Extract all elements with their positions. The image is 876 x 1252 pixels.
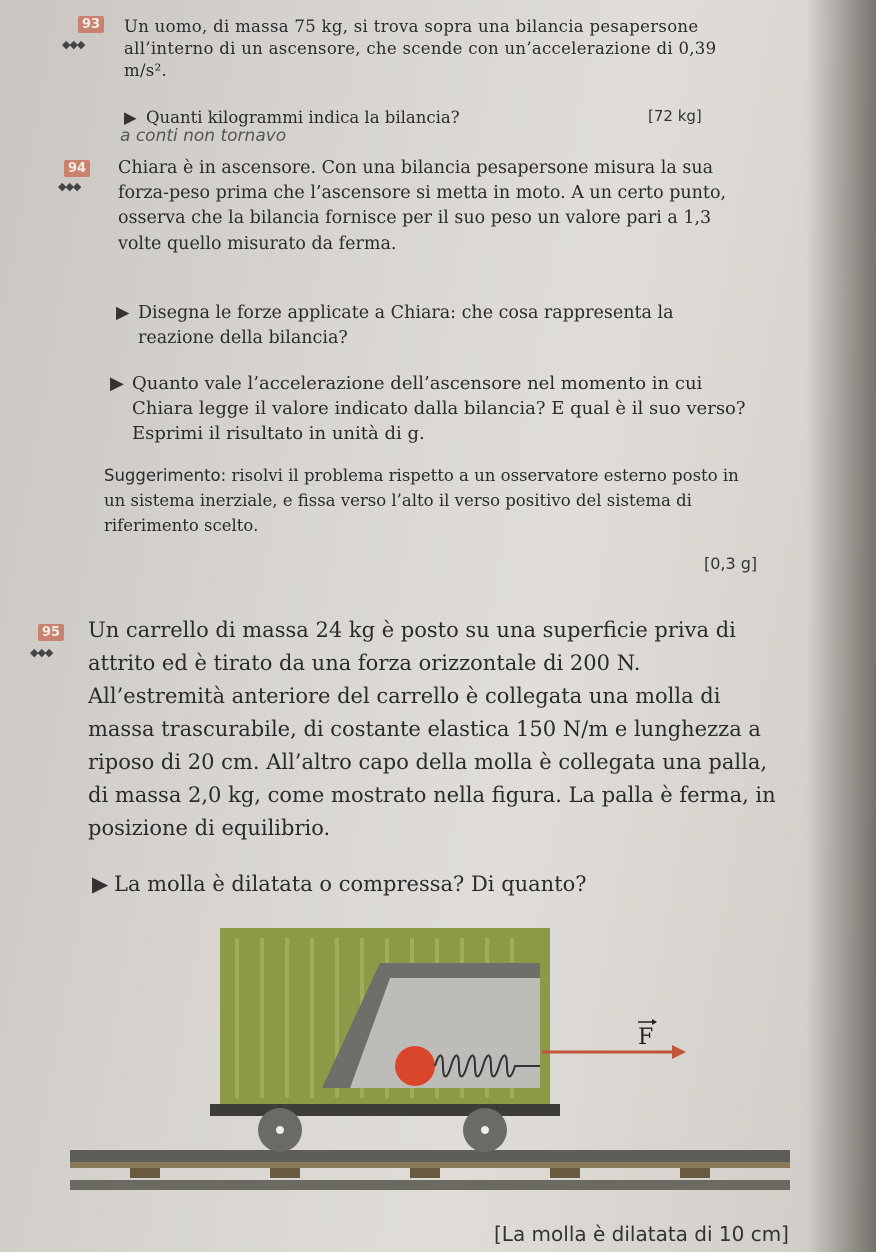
cart-spring-figure [60, 918, 800, 1208]
question: ▶ La molla è dilatata o compressa? Di quanto? [114, 870, 587, 899]
sleeper [550, 1168, 580, 1178]
rail [70, 1150, 790, 1190]
problem-number-badge: 93 [78, 16, 104, 33]
bullet-arrow-icon: ▶ [116, 303, 130, 323]
question: ▶ Quanti kilogrammi indica la bilancia? [146, 106, 460, 129]
force-arrow [542, 1019, 686, 1059]
difficulty-dots: ◆◆◆ [58, 180, 81, 193]
handwritten-note: a conti non tornavo [120, 126, 287, 146]
answer: [72 kg] [648, 107, 702, 125]
ball [395, 1046, 435, 1086]
difficulty-dots: ◆◆◆ [62, 38, 85, 51]
rail-top [70, 1150, 790, 1162]
problem-number-badge: 94 [64, 160, 90, 177]
rail-bottom [70, 1180, 790, 1190]
cart-platform [210, 1104, 560, 1116]
force-label: F [638, 1025, 654, 1050]
question: ▶ Disegna le forze applicate a Chiara: che cosa rappresenta la reazione della bilancia? [116, 303, 674, 348]
wheel-hub [276, 1126, 284, 1134]
rail-bed [70, 1162, 790, 1168]
problem-text: Chiara è in ascensore. Con una bilancia pesapersone misura la sua forza-peso prima che l’ascensore si metta in moto. A un certo punto, osserva che la bilancia fornisce per il suo peso un valore pari a 1,3 volte quello misurato da ferma. [118, 158, 727, 254]
question: ▶ Quanto vale l’accelerazione dell’ascensore nel momento in cui Chiara legge il valore indicato dalla bilancia? E qual è il suo verso? Esprimi il risultato in unità di g. [110, 373, 746, 445]
hint: Suggerimento: risolvi il problema rispetto a un osservatore esterno posto in un sistema inerziale, e fissa verso l’alto il verso positivo del sistema di riferimento scelto. [104, 466, 739, 535]
problem-text: Un carrello di massa 24 kg è posto su una superficie priva di attrito ed è tirato da una forza orizzontale di 200 N. All’estremità anteriore del carrello è collegata una molla di massa trascurabile, di costante elastica 150 N/m e lunghezza a riposo di 20 cm. All’altro capo della molla è collegata una palla, di massa 2,0 kg, come mostrato nella figura. La palla è ferma, in posizione di equilibrio. [88, 618, 776, 840]
wheel-hub [481, 1126, 489, 1134]
page-edge-shadow [806, 0, 876, 1252]
bullet-arrow-icon: ▶ [124, 108, 137, 127]
sleeper [270, 1168, 300, 1178]
answer: [0,3 g] [704, 554, 758, 573]
sleeper [130, 1168, 160, 1178]
problem-text: Un uomo, di massa 75 kg, si trova sopra una bilancia pesapersone all’interno di un ascensore, che scende con un’accelerazione di 0,39 m/s². [124, 17, 717, 80]
problem-number-badge: 95 [38, 624, 64, 641]
sleeper [680, 1168, 710, 1178]
sleeper [410, 1168, 440, 1178]
bullet-arrow-icon: ▶ [92, 872, 109, 896]
answer: [La molla è dilatata di 10 cm] [494, 1222, 789, 1246]
cart [210, 928, 560, 1152]
difficulty-dots: ◆◆◆ [30, 646, 53, 659]
bullet-arrow-icon: ▶ [110, 373, 124, 394]
